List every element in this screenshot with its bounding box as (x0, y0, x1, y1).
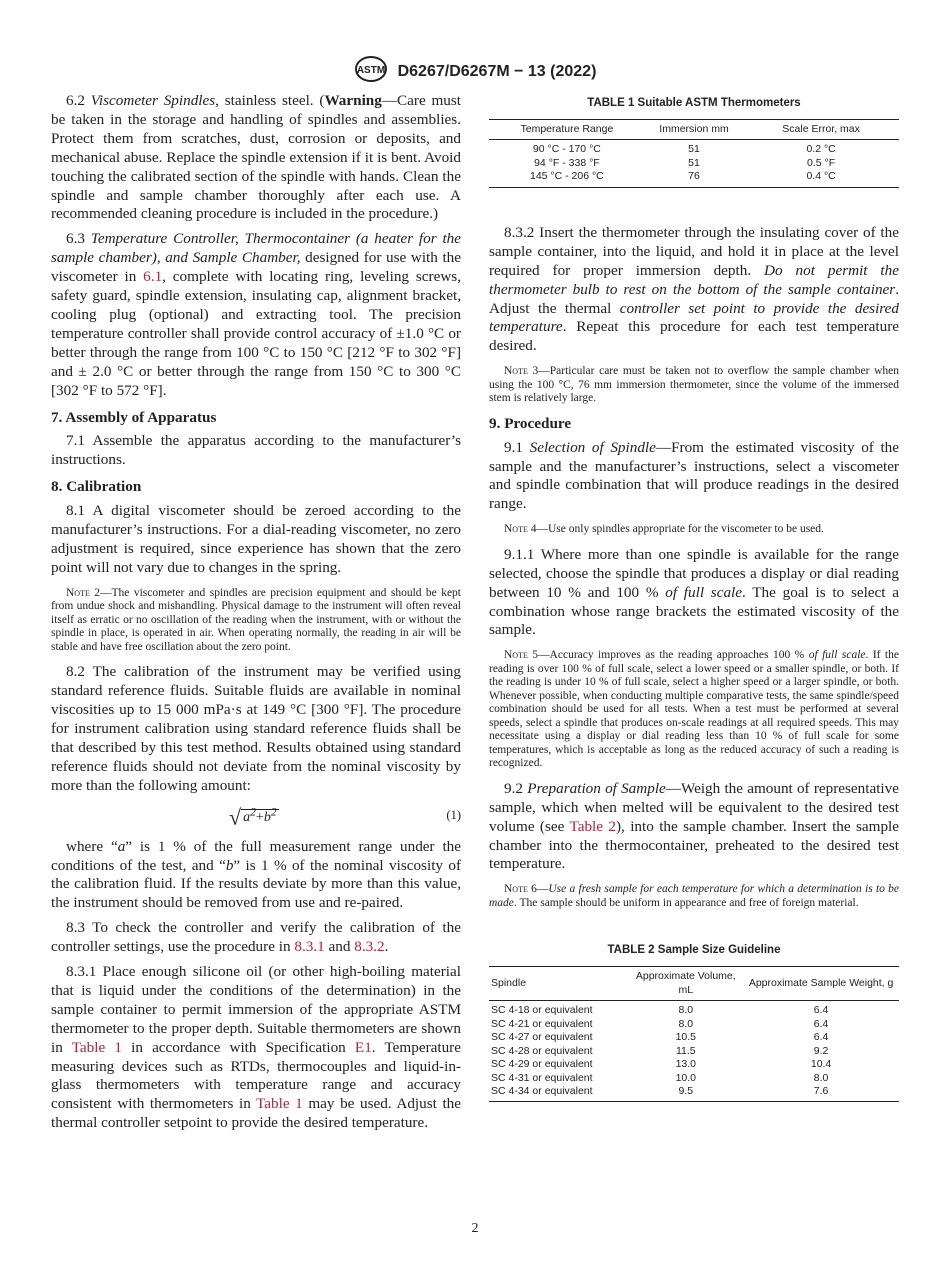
section-8-3-2: 8.3.2 Insert the thermometer through the insulating cover of the sample container, into the liquid, and hold it in place at the level required for proper immersion depth. Do not permit the thermometer bulb to rest on the bottom of the sample container. Adjust the thermal controller set point to provide the desired temperature. Repeat this procedure for each test temperature desired. (489, 223, 899, 355)
table-1-header: Temperature Range (489, 119, 645, 140)
page-header (0, 55, 950, 88)
table-cell: SC 4-21 or equivalent (491, 1017, 593, 1030)
table-cell: 11.5 (675, 1044, 696, 1057)
table-cell: SC 4-18 or equivalent (491, 1004, 593, 1017)
section-6-2: 6.2 Viscometer Spindles, stainless steel. (Warning—Care must be taken in the storage and handling of spindles and assemblies. Protect them from scratches, dust, corrosion or deposits, and mechanical abuse. Replace the spindle extension if it is bent. Avoid touching the calibrated section of the spindle with hands. Clean the spindle and sample chamber thoroughly after each use. A recommended cleaning procedure is included in the procedure.) (51, 92, 461, 223)
section-9-1: 9.1 Selection of Spindle—From the estimated viscosity of the sample and the manufacturer’s instructions, select a viscometer and spindle combination that will produce readings in the desired range. (489, 438, 900, 513)
table-cell: 10.4 (810, 1058, 832, 1071)
table-1-caption: TABLE 1 Suitable ASTM Thermometers (587, 97, 801, 109)
section-8-3: 8.3 To check the controller and verify the calibration of the controller settings, use the procedure in 8.3.1 and 8.3.2. (51, 919, 461, 956)
table-row (489, 1045, 899, 1059)
table-cell: 9.2 (813, 1044, 829, 1057)
table-cell: 8.0 (678, 1017, 694, 1030)
table-row (489, 1072, 899, 1086)
table-cell: 90 °C - 170 °C (532, 143, 601, 156)
ref-table-2-link[interactable]: Table 2 (569, 817, 616, 835)
section-9-2: 9.2 Preparation of Sample—Weigh the amount of representative sample, which when melted will be equivalent to the desired test volume (see Table 2), into the sample chamber. Insert the sample chamber into the thermocontainer, preheated to the desired test temperature. (489, 779, 900, 873)
section-8-3-1: 8.3.1 Place enough silicone oil (or other high-boiling material that is liquid under the conditions of the determination) in the sample container to permit immersion of the appropriate ASTM thermometer to the proper depth. Suitable thermometers are shown in Table 1 in accordance with Specification E1. Temperature measuring devices such as RTDs, thermocouples and liquid-in-glass thermometers with temperature range and accuracy consistent with thermometers in Table 1 may be used. Adjust the thermal controller setpoint to provide the desired temperature. (51, 963, 461, 1132)
table-cell: 94 °F - 338 °F (534, 156, 600, 169)
formula-expression: √ $a^2+b^2$ (229, 804, 277, 830)
formula-where: where “a” is 1 % of the full measurement range under the conditions of the test, and “b” is 1 % of the nominal viscosity of the calibration fluid. If the results deviate by more than this value, the instrument should be removed from use and re-paired. (51, 837, 462, 912)
table-cell: SC 4-31 or equivalent (491, 1071, 593, 1084)
table-cell: SC 4-34 or equivalent (489, 1085, 628, 1101)
table-cell: 0.4 °C (743, 170, 899, 187)
left-column (51, 92, 461, 1139)
table-cell: 6.4 (813, 1031, 829, 1044)
note-5: Note 5—Accuracy improves as the reading approaches 100 % of full scale. If the reading is over 100 % of full scale, select a lower speed or a smaller spindle, or both. If the reading is under 10 % of full scale, select a higher speed or a larger spindle, or both. Whenever possible, when conducting multiple comparative tests, the same spindle/speed combination should be used for all tests. When a test must be performed at several speeds, select a spindle that produces on-scale readings at all required speeds. This may necessitate using a display or dial reading less than 10 % of full scale for some temperatures, which is acceptable as long as the reduced accuracy of such a reading is recognized. (489, 649, 899, 770)
table-cell: 10.5 (675, 1031, 696, 1044)
table-cell: 51 (688, 143, 700, 156)
right-column (489, 94, 899, 1102)
astm-logo-icon (354, 55, 388, 88)
ref-table-1-link[interactable]: Table 1 (71, 1038, 122, 1056)
table-row (489, 1018, 899, 1032)
table-cell: 76 (645, 170, 743, 187)
table-row (489, 1031, 899, 1045)
section-8-2: 8.2 The calibration of the instrument may be verified using standard reference fluids. Suitable fluids are available in nominal viscosities up to 15 000 mPa·s at 149 °C [300 °F]. The procedure for instrument calibration using standard reference fluids shall be that described by this test method. Results obtained using standard reference fluids should not deviate from the nominal viscosity by more than the following amount: (51, 663, 461, 794)
table-cell: 145 °C - 206 °C (489, 170, 645, 187)
table-cell: 8.0 (678, 1004, 694, 1017)
table-cell: SC 4-29 or equivalent (491, 1058, 593, 1071)
table-cell: 6.4 (813, 1017, 829, 1030)
table-cell: 8.0 (813, 1071, 829, 1084)
svg-text:ASTM: ASTM (356, 65, 385, 76)
table-1-header: Immersion mm (645, 119, 743, 140)
table-cell: 13.0 (675, 1058, 696, 1071)
page-number: 2 (471, 1221, 479, 1236)
table-row (489, 170, 899, 187)
heading-7: 7. Assembly of Apparatus (51, 408, 217, 426)
table-2-header: Approximate Sample Weight, g (743, 967, 899, 1001)
ref-e1-link[interactable]: E1 (354, 1038, 372, 1056)
table-cell: SC 4-27 or equivalent (491, 1031, 593, 1044)
equation-1 (51, 802, 461, 832)
heading-8: 8. Calibration (51, 478, 142, 496)
section-9-1-1: 9.1.1 Where more than one spindle is available for the range selected, choose the spindle that produces a display or dial reading between 10 % and 100 % of full scale. The goal is to select a combination whose range brackets the estimated viscosity of the sample. (489, 545, 899, 639)
section-7-1: 7.1 Assemble the apparatus according to the manufacturer’s instructions. (51, 432, 461, 469)
table-2 (489, 966, 899, 1102)
document-designation: D6267/D6267M − 13 (2022) (397, 62, 597, 80)
table-row (489, 140, 899, 157)
section-6-3: 6.3 Temperature Controller, Thermocontainer (a heater for the sample chamber), and Sample Chamber, designed for use with the viscometer in 6.1, complete with locating ring, leveling screws, safety guard, spindle extension, insulating cap, alignment bracket, cooling plug (optional) and extracting tool. The precision temperature controller shall provide control accuracy of ±1.0 °C or better through the range from 100 °C to 150 °C [212 °F to 302 °F] and ± 2.0 °C or better through the range from 150 °C to 300 °C [302 °F to 572 °F]. (51, 230, 461, 399)
section-8-1: 8.1 A digital viscometer should be zeroed according to the manufacturer’s instructions. For a dial-reading viscometer, no zero adjustment is required, since experience has shown that the zero point will not vary due to changes in the spring. (51, 502, 461, 576)
table-row (489, 1085, 899, 1101)
table-cell: 51 (688, 156, 700, 169)
ref-6-1-link[interactable]: 6.1 (143, 268, 163, 286)
ref-table-1-link[interactable]: Table 1 (256, 1095, 303, 1113)
table-cell: 0.5 °F (807, 156, 836, 169)
ref-8-3-1-link[interactable]: 8.3.1 (294, 938, 325, 956)
table-row (489, 1058, 899, 1072)
table-cell: 6.4 (813, 1004, 829, 1017)
table-cell: SC 4-28 or equivalent (491, 1044, 593, 1057)
table-cell: 10.0 (675, 1071, 696, 1084)
table-1-header: Scale Error, max (743, 119, 899, 140)
note-2: Note 2—The viscometer and spindles are precision equipment and should be kept from undue shock and mishandling. Physical damage to the instrument will often reveal itself as erratic or no oscillation of the reading when the instrument, with or without the spindle in place, is operated in air. When operating normally, the reading in air will be stable and have free oscillation about the zero point. (51, 586, 461, 653)
table-2-header: Spindle (489, 967, 628, 1001)
note-3: Note 3—Particular care must be taken not to overflow the sample chamber when using the 100 °C, 76 mm immersion thermometer, since the volume of the immersed stem is relatively large. (489, 365, 899, 405)
heading-9: 9. Procedure (489, 414, 572, 432)
equation-number: (1) (446, 807, 461, 822)
table-cell: 7.6 (743, 1085, 899, 1101)
table-cell: 0.2 °C (806, 143, 836, 156)
table-cell: 9.5 (628, 1085, 743, 1101)
ref-8-3-2-link[interactable]: 8.3.2 (354, 938, 385, 956)
table-row (489, 1001, 899, 1018)
table-1 (489, 119, 899, 188)
table-2-caption: TABLE 2 Sample Size Guideline (607, 944, 781, 957)
note-4: Note 4—Use only spindles appropriate for the viscometer to be used. (504, 523, 824, 536)
table-2-header: Approximate Volume, mL (628, 967, 743, 1001)
note-6: Note 6—Use a fresh sample for each temperature for which a determination is to be made. The sample should be uniform in appearance and free of foreign material. (489, 883, 900, 909)
table-row (489, 157, 899, 171)
